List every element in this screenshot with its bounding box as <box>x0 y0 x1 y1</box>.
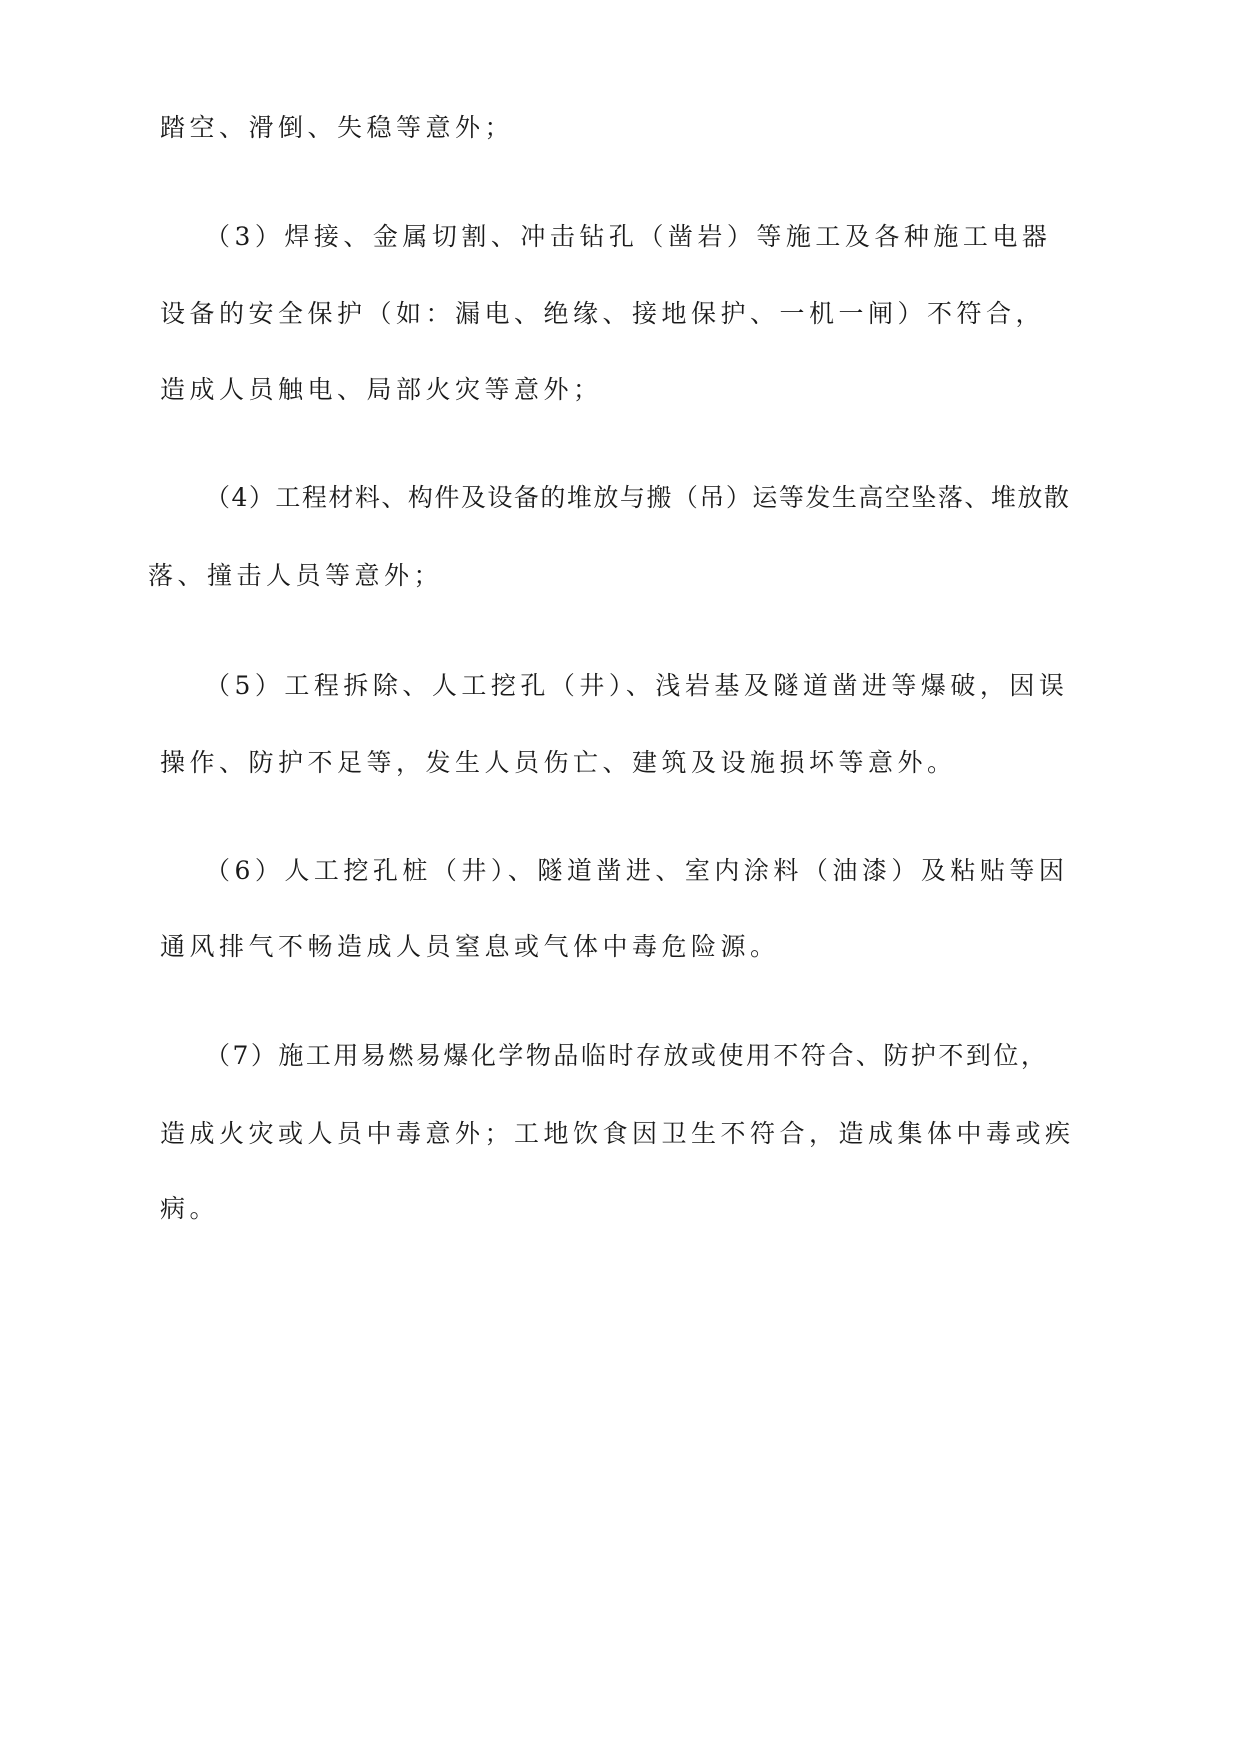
paragraph-7-line-2: 造成火灾或人员中毒意外；工地饮食因卫生不符合，造成集体中毒或疾 <box>160 1119 1075 1148</box>
paragraph-4-line-1: （4）工程材料、构件及设备的堆放与搬（吊）运等发生高空坠落、堆放散 <box>205 483 1071 512</box>
paragraph-4-line-2: 落、撞击人员等意外； <box>148 561 444 590</box>
paragraph-7-line-3: 病。 <box>160 1194 220 1223</box>
text-line-1: 踏空、滑倒、失稳等意外； <box>160 113 515 142</box>
paragraph-5-line-1: （5）工程拆除、人工挖孔（井）、浅岩基及隧道凿进等爆破，因误 <box>205 671 1069 700</box>
paragraph-6-line-1: （6）人工挖孔桩（井）、隧道凿进、室内涂料（油漆）及粘贴等因 <box>205 856 1069 885</box>
paragraph-5-line-2: 操作、防护不足等，发生人员伤亡、建筑及设施损坏等意外。 <box>160 748 957 777</box>
paragraph-3-line-2: 设备的安全保护（如：漏电、绝缘、接地保护、一机一闸）不符合， <box>160 299 1046 328</box>
paragraph-7-line-1: （7）施工用易燃易爆化学物品临时存放或使用不符合、防护不到位， <box>205 1041 1049 1070</box>
paragraph-3-line-1: （3）焊接、金属切割、冲击钻孔（凿岩）等施工及各种施工电器 <box>205 222 1052 251</box>
paragraph-6-line-2: 通风排气不畅造成人员窒息或气体中毒危险源。 <box>160 932 780 961</box>
paragraph-3-line-3: 造成人员触电、局部火灾等意外； <box>160 375 603 404</box>
